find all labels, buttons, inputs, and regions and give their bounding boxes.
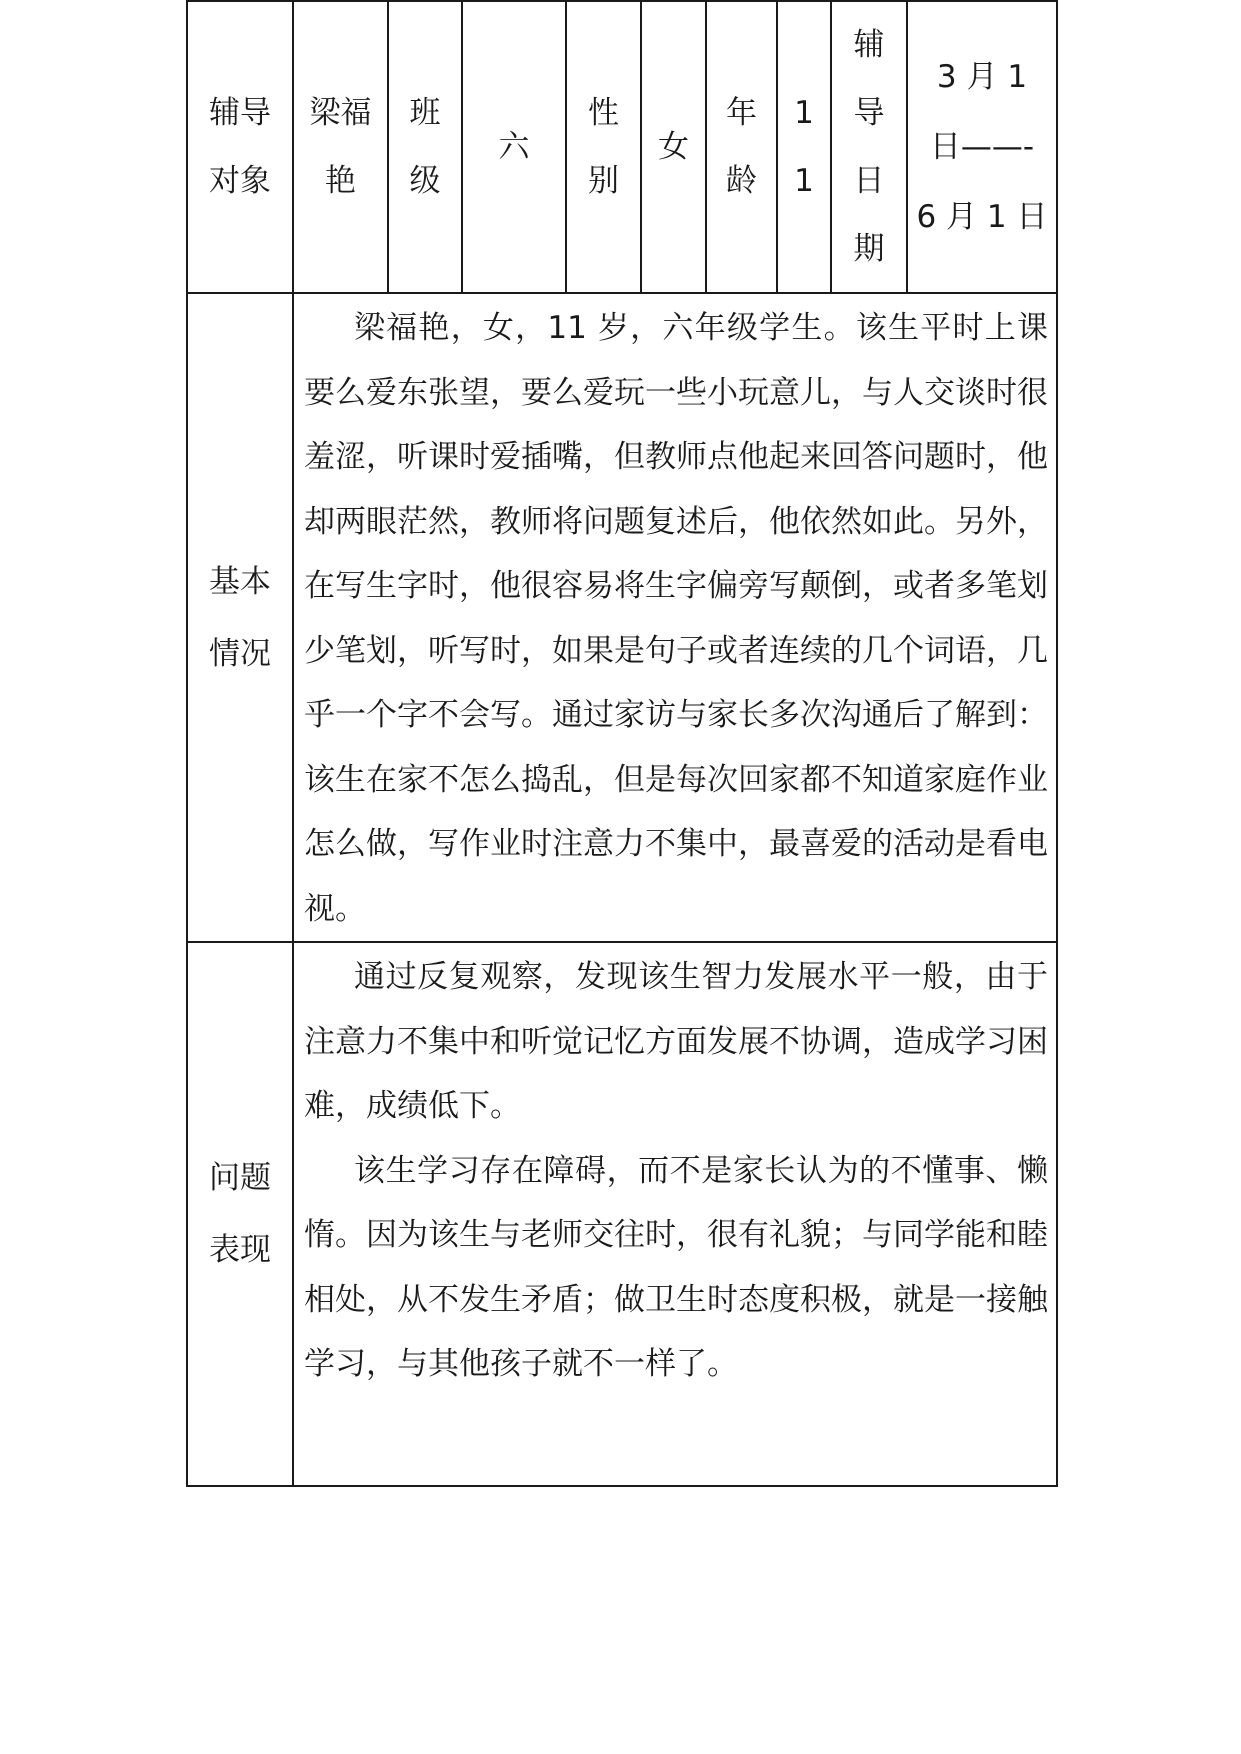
basic-info-paragraph: 梁福艳，女，11 岁，六年级学生。该生平时上课要么爱东张望，要么爱玩一些小玩意儿，与人交谈时很羞涩，听课时爱插嘴，但教师点他起来回答问题时，他却两眼茫然，教师将问题复述后，他依然如此。另外，在写生字时，他很容易将生字偏旁写颠倒，或者多笔划少笔划，听写时，如果是句子或者连续的几个词语，几乎一个字不会写。通过家访与家长多次沟通后了解到：该生在家不怎么捣乱，但是每次回家都不知道家庭作业怎么做，写作业时注意力不集中，最喜爱的活动是看电视。 [304,310,1048,927]
gender-value-cell [641,1,706,293]
problem-paragraph-1: 通过反复观察，发现该生智力发展水平一般，由于注意力不集中和听觉记忆方面发展不协调，造成学习困难，成绩低下。 [304,959,1048,1124]
problem-label: 问题 表现 [209,1160,271,1268]
problem-row [187,942,1057,1486]
counseling-record-table [186,0,1058,1487]
date-label: 辅 导 日 期 [853,27,885,267]
basic-info-label-cell [187,293,293,942]
age-label-cell [706,1,777,293]
student-record-sheet [186,0,1056,1478]
gender-value: 女 [658,129,689,165]
age-value: 1 1 [794,95,814,199]
gender-label-cell [566,1,641,293]
date-value-cell [907,1,1057,293]
problem-content [293,942,1057,1486]
basic-info-row [187,293,1057,942]
class-label-cell [388,1,462,293]
gender-label: 性 别 [588,95,619,199]
date-label-cell [831,1,907,293]
subject-label: 辅导 对象 [209,95,271,199]
class-value: 六 [498,129,530,165]
basic-info-content [293,293,1057,942]
problem-paragraph-2: 该生学习存在障碍，而不是家长认为的不懂事、懒惰。因为该生与老师交往时，很有礼貌；与同学能和睦相处，从不发生矛盾；做卫生时态度积极，就是一接触学习，与其他孩子就不一样了。 [304,1152,1048,1382]
student-name-cell [293,1,388,293]
class-label: 班 级 [409,95,441,199]
basic-info-label: 基本 情况 [209,563,271,672]
header-row [187,1,1057,293]
student-name: 梁福 艳 [309,95,372,199]
date-value: 3 月 1 日——- 6 月 1 日 [916,59,1048,235]
class-value-cell [462,1,566,293]
age-label: 年 龄 [726,95,757,199]
problem-label-cell [187,942,293,1486]
age-value-cell [777,1,831,293]
subject-label-cell [187,1,293,293]
